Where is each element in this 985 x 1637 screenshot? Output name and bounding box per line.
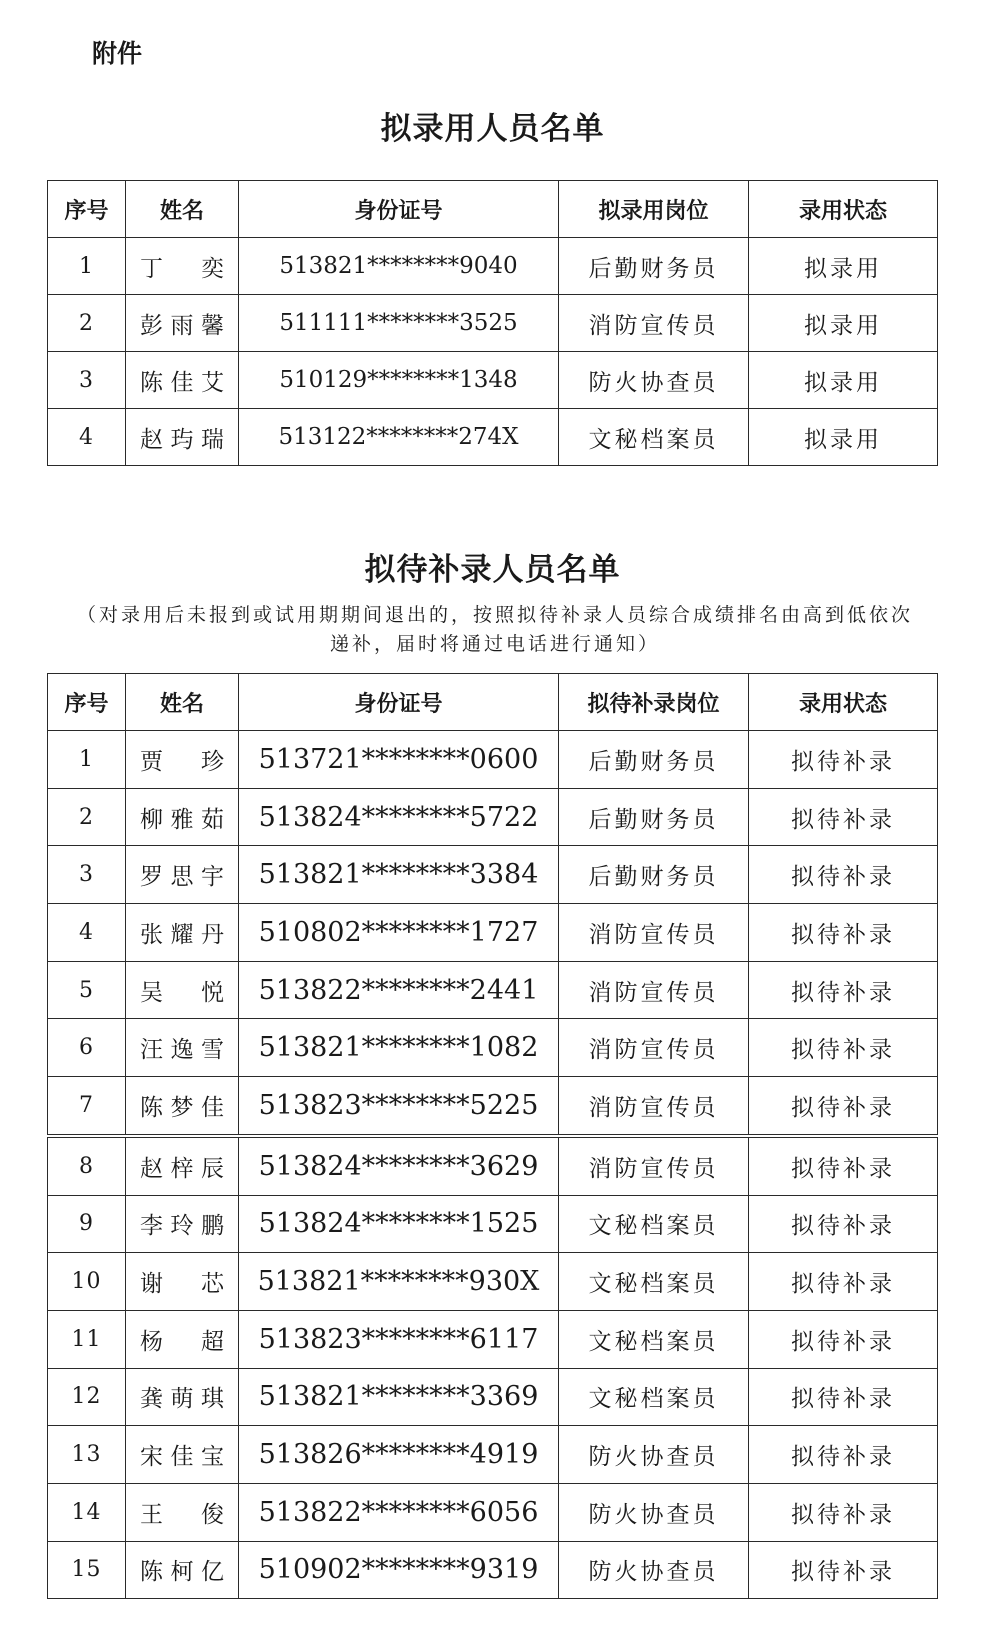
cell-id-number: 513721********0600 (239, 731, 559, 789)
cell-no: 4 (48, 409, 126, 466)
cell-name: 柳雅茹 (126, 788, 239, 846)
cell-no: 13 (48, 1426, 126, 1484)
cell-id-number: 513821********3384 (239, 846, 559, 904)
cell-status: 拟待补录 (749, 1136, 938, 1195)
hired-table-header (48, 181, 938, 238)
cell-name: 龚萌琪 (126, 1368, 239, 1426)
cell-status: 拟待补录 (749, 1541, 938, 1599)
cell-id-number: 513824********1525 (239, 1195, 559, 1253)
cell-name: 赵玙瑞 (126, 409, 239, 466)
cell-id-number: 511111********3525 (239, 295, 559, 352)
table-row (48, 352, 938, 409)
hired-table-body (48, 238, 938, 466)
cell-name: 贾 珍 (126, 731, 239, 789)
cell-no: 5 (48, 961, 126, 1019)
attachment-label: 附件 (92, 39, 143, 68)
table-row (48, 1019, 938, 1077)
header-name: 姓名 (126, 674, 239, 731)
cell-id-number: 513821********930X (239, 1253, 559, 1311)
waitlist-table (47, 673, 938, 1599)
table-row (48, 1195, 938, 1253)
cell-status: 拟待补录 (749, 1368, 938, 1426)
cell-name: 赵梓辰 (126, 1136, 239, 1195)
table-row (48, 1253, 938, 1311)
cell-no: 15 (48, 1541, 126, 1599)
cell-status: 拟待补录 (749, 1253, 938, 1311)
cell-id-number: 510802********1727 (239, 904, 559, 962)
header-status: 录用状态 (749, 181, 938, 238)
cell-id-number: 513824********5722 (239, 788, 559, 846)
header-id: 身份证号 (239, 181, 559, 238)
cell-no: 9 (48, 1195, 126, 1253)
cell-post: 防火协查员 (559, 1426, 749, 1484)
table-row (48, 1136, 938, 1195)
cell-status: 拟待补录 (749, 1426, 938, 1484)
header-no: 序号 (48, 674, 126, 731)
cell-no: 12 (48, 1368, 126, 1426)
cell-post: 文秘档案员 (559, 1195, 749, 1253)
cell-name: 陈梦佳 (126, 1077, 239, 1136)
cell-name: 宋佳宝 (126, 1426, 239, 1484)
cell-post: 消防宣传员 (559, 295, 749, 352)
header-post: 拟录用岗位 (559, 181, 749, 238)
table-row (48, 1310, 938, 1368)
cell-name: 王 俊 (126, 1483, 239, 1541)
cell-status: 拟待补录 (749, 1483, 938, 1541)
cell-status: 拟待补录 (749, 1019, 938, 1077)
cell-status: 拟待补录 (749, 846, 938, 904)
cell-no: 2 (48, 295, 126, 352)
hired-table (47, 180, 938, 466)
waitlist-note: （对录用后未报到或试用期期间退出的，按照拟待补录人员综合成绩排名由高到低依次递补，届时将通过电话进行通知） (76, 604, 913, 655)
cell-id-number: 513821********9040 (239, 238, 559, 295)
cell-status: 拟待补录 (749, 961, 938, 1019)
table-row (48, 731, 938, 789)
cell-status: 拟录用 (749, 352, 938, 409)
header-post: 拟待补录岗位 (559, 674, 749, 731)
header-id: 身份证号 (239, 674, 559, 731)
cell-post: 防火协查员 (559, 352, 749, 409)
cell-id-number: 513826********4919 (239, 1426, 559, 1484)
cell-no: 10 (48, 1253, 126, 1311)
cell-name: 张耀丹 (126, 904, 239, 962)
cell-post: 文秘档案员 (559, 1368, 749, 1426)
cell-id-number: 510902********9319 (239, 1541, 559, 1599)
cell-post: 消防宣传员 (559, 904, 749, 962)
cell-post: 后勤财务员 (559, 788, 749, 846)
cell-id-number: 513822********2441 (239, 961, 559, 1019)
cell-status: 拟录用 (749, 295, 938, 352)
header-no: 序号 (48, 181, 126, 238)
table-row (48, 295, 938, 352)
cell-post: 后勤财务员 (559, 238, 749, 295)
cell-post: 防火协查员 (559, 1541, 749, 1599)
cell-name: 陈柯亿 (126, 1541, 239, 1599)
cell-status: 拟待补录 (749, 1195, 938, 1253)
cell-name: 陈佳艾 (126, 352, 239, 409)
cell-status: 拟待补录 (749, 1077, 938, 1136)
waitlist-table-header (48, 674, 938, 731)
table-row (48, 788, 938, 846)
cell-post: 后勤财务员 (559, 731, 749, 789)
cell-no: 4 (48, 904, 126, 962)
cell-name: 丁 奕 (126, 238, 239, 295)
cell-no: 3 (48, 352, 126, 409)
cell-name: 杨 超 (126, 1310, 239, 1368)
cell-post: 文秘档案员 (559, 1253, 749, 1311)
table-row (48, 1426, 938, 1484)
cell-name: 彭雨馨 (126, 295, 239, 352)
cell-status: 拟待补录 (749, 731, 938, 789)
cell-no: 1 (48, 238, 126, 295)
table-row (48, 1483, 938, 1541)
cell-status: 拟录用 (749, 238, 938, 295)
cell-no: 2 (48, 788, 126, 846)
cell-post: 消防宣传员 (559, 1077, 749, 1136)
cell-post: 消防宣传员 (559, 1136, 749, 1195)
cell-id-number: 510129********1348 (239, 352, 559, 409)
cell-name: 吴 悦 (126, 961, 239, 1019)
cell-id-number: 513823********6117 (239, 1310, 559, 1368)
cell-id-number: 513822********6056 (239, 1483, 559, 1541)
cell-post: 消防宣传员 (559, 961, 749, 1019)
header-status: 录用状态 (749, 674, 938, 731)
cell-post: 消防宣传员 (559, 1019, 749, 1077)
cell-no: 11 (48, 1310, 126, 1368)
table-row (48, 238, 938, 295)
table-row (48, 1541, 938, 1599)
cell-status: 拟待补录 (749, 1310, 938, 1368)
cell-name: 汪逸雪 (126, 1019, 239, 1077)
cell-status: 拟待补录 (749, 788, 938, 846)
cell-post: 后勤财务员 (559, 846, 749, 904)
table-row (48, 1077, 938, 1136)
cell-id-number: 513821********1082 (239, 1019, 559, 1077)
cell-id-number: 513823********5225 (239, 1077, 559, 1136)
cell-name: 罗思宇 (126, 846, 239, 904)
cell-id-number: 513122********274X (239, 409, 559, 466)
cell-name: 谢 芯 (126, 1253, 239, 1311)
cell-status: 拟录用 (749, 409, 938, 466)
cell-id-number: 513821********3369 (239, 1368, 559, 1426)
cell-no: 6 (48, 1019, 126, 1077)
table-row (48, 1368, 938, 1426)
table-row (48, 961, 938, 1019)
cell-no: 1 (48, 731, 126, 789)
cell-no: 3 (48, 846, 126, 904)
cell-post: 文秘档案员 (559, 1310, 749, 1368)
cell-name: 李玲鹏 (126, 1195, 239, 1253)
hired-list-title: 拟录用人员名单 (380, 111, 605, 147)
table-row (48, 904, 938, 962)
waitlist-table-body (48, 731, 938, 1599)
cell-status: 拟待补录 (749, 904, 938, 962)
table-row (48, 846, 938, 904)
waitlist-title: 拟待补录人员名单 (364, 552, 621, 588)
cell-id-number: 513824********3629 (239, 1136, 559, 1195)
cell-no: 14 (48, 1483, 126, 1541)
cell-no: 7 (48, 1077, 126, 1136)
cell-post: 防火协查员 (559, 1483, 749, 1541)
table-row (48, 409, 938, 466)
cell-no: 8 (48, 1136, 126, 1195)
cell-post: 文秘档案员 (559, 409, 749, 466)
header-name: 姓名 (126, 181, 239, 238)
